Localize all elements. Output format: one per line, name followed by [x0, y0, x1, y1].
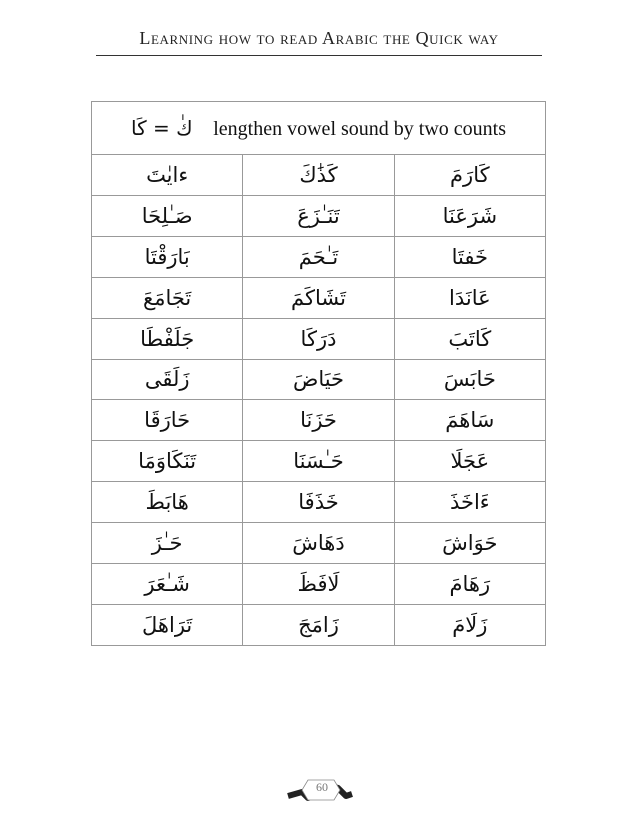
table-row [92, 155, 546, 196]
word-cell: دَرَكَا [243, 318, 394, 359]
word-cell: كَاتَبَ [394, 318, 545, 359]
word-cell: شَرَعَنَا [394, 195, 545, 236]
word-cell: شَـٰعَرَ [92, 564, 243, 605]
word-cell: تَشَاكَمَ [243, 277, 394, 318]
table-row [92, 318, 546, 359]
word-cell: كَارَمَ [394, 155, 545, 196]
word-cell: تَجَامَعَ [92, 277, 243, 318]
vocabulary-table [91, 101, 546, 646]
word-cell: لَافَظَ [243, 564, 394, 605]
word-cell: هَابَطَ [92, 482, 243, 523]
word-cell: ءَاخَذَ [394, 482, 545, 523]
word-cell: عَانَدَا [394, 277, 545, 318]
word-cell: خَذَفَا [243, 482, 394, 523]
word-cell: حَـٰزَ [92, 523, 243, 564]
table-row [92, 482, 546, 523]
word-cell: زَلَقَى [92, 359, 243, 400]
table-row [92, 604, 546, 645]
word-cell: زَلَامَ [394, 604, 545, 645]
word-cell: جَلَفْطَا [92, 318, 243, 359]
word-cell: كَذَٰكَ [243, 155, 394, 196]
rule-cell [92, 102, 546, 155]
word-cell: تَنَـٰزَعَ [243, 195, 394, 236]
word-cell: سَاهَمَ [394, 400, 545, 441]
word-cell: تَنَكَاوَمَا [92, 441, 243, 482]
word-cell: زَامَجَ [243, 604, 394, 645]
rule-row [92, 102, 546, 155]
table-row [92, 400, 546, 441]
word-cell: بَارَقْتَا [92, 236, 243, 277]
word-cell: تَـٰحَمَ [243, 236, 394, 277]
page-number: 60 [316, 780, 328, 794]
rule-english: lengthen vowel sound by two counts [213, 117, 506, 140]
word-cell: خَفتَا [394, 236, 545, 277]
table-row [92, 523, 546, 564]
table-row [92, 195, 546, 236]
table-row [92, 441, 546, 482]
word-cell: رَهَامَ [394, 564, 545, 605]
word-cell: عَجَلَا [394, 441, 545, 482]
rule-arabic: كٰ = كَا [130, 115, 193, 140]
table-row [92, 564, 546, 605]
word-cell: دَهَاشَ [243, 523, 394, 564]
header-rule [96, 55, 542, 56]
word-cell: حَابَسَ [394, 359, 545, 400]
word-cell: حَـٰسَنَا [243, 441, 394, 482]
word-cell: حَوَاشَ [394, 523, 545, 564]
word-cell: حَيَاضَ [243, 359, 394, 400]
table-row [92, 359, 546, 400]
word-cell: حَزَنَا [243, 400, 394, 441]
table-row [92, 277, 546, 318]
word-cell: صَـٰلِحَا [92, 195, 243, 236]
table-row [92, 236, 546, 277]
word-cell: تَرَاهَلَ [92, 604, 243, 645]
word-cell: ءايٰتَ [92, 155, 243, 196]
running-header: Learning how to read Arabic the Quick way [139, 28, 499, 48]
word-cell: حَارَقَا [92, 400, 243, 441]
